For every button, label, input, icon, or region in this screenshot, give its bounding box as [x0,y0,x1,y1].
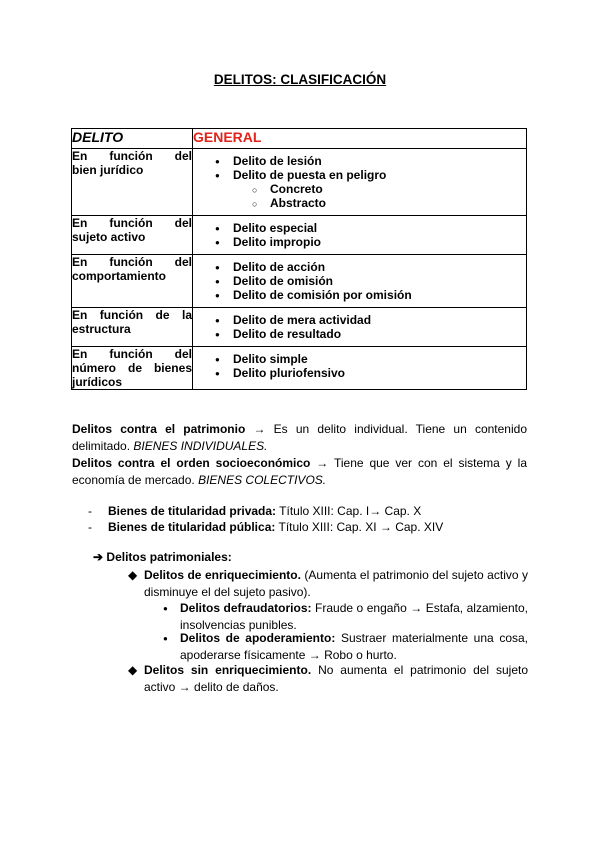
outline-item-enriquecimiento [128,567,528,601]
outline-heading [93,549,232,566]
header-general: GENERAL [193,129,527,149]
table-row [72,149,527,216]
label-line: comportamiento [72,269,167,283]
label-line: estructura [72,322,131,336]
list-item: ● Delito impropio [233,235,526,249]
arrow-icon: ➔ [93,550,104,564]
list-item: ● Delito especial [233,221,526,235]
table-row [72,308,527,347]
label-line: En función del [72,216,192,230]
row-items [193,255,527,308]
definition: No aumenta el patrimonio del sujeto activo → delito de daños. [144,663,529,694]
outline-subitem-apoderamiento [163,630,528,664]
header-delito: DELITO [72,129,193,149]
outline-item-sin-enriquecimiento [128,662,528,696]
term: Delitos sin enriquecimiento. [144,663,312,677]
category: BIENES INDIVIDUALES. [133,439,268,453]
label-line: sujeto activo [72,230,146,244]
diamond-icon: ◆ [128,663,138,677]
sub-list-item: ○ Abstracto [270,196,526,210]
row-items [193,149,527,216]
row-label [72,347,193,390]
definition: → Tiene que ver con el sistema y la economía de mercado. [72,456,527,487]
term: Delitos defraudatorios: [180,601,312,615]
row-label [72,308,193,347]
list-item: ● Delito de omisión [233,274,526,288]
bullet-icon: ● [163,604,168,613]
label-line: En función del [72,347,192,361]
row-items [193,216,527,255]
sub-list-item: ○ Concreto [270,182,526,196]
list-item-text: Delito de puesta en peligro [233,168,387,182]
table-row [72,347,527,390]
diamond-icon: ◆ [128,568,138,582]
row-label [72,216,193,255]
list-item: ● Delito de resultado [233,327,526,341]
row-label [72,149,193,216]
list-item: ● Delito de comisión por omisión [233,288,526,302]
label-line: bien jurídico [72,163,144,177]
dash-marker: - [88,504,92,518]
paragraph-patrimonio [72,421,527,455]
row-label [72,255,193,308]
row-items [193,347,527,390]
category: BIENES COLECTIVOS. [198,473,327,487]
definition: Sustraer materialmente una cosa, apoderarse físicamente → Robo o hurto. [180,631,528,662]
label-line: En función de la [72,308,192,322]
term: Delitos contra el orden socioeconómico [72,456,311,470]
list-item: ● Delito de mera actividad [233,313,526,327]
dash-marker: - [88,520,92,534]
definition: Título XIII: Cap. I→ Cap. X [276,504,422,518]
table-row [72,255,527,308]
label-line: número de bienes [72,361,192,375]
term: Delitos de apoderamiento: [180,631,336,645]
heading-text: Delitos patrimoniales: [106,550,232,564]
definition: → Es un delito individual. Tiene un contenido delimitado. [72,422,527,453]
definition: (Aumenta el patrimonio del sujeto activo y disminuye el del sujeto pasivo). [144,568,528,599]
definition: Fraude o engaño → Estafa, alzamiento, insolvencias punibles. [180,601,528,632]
classification-table [71,128,527,390]
list-item: ● Delito de acción [233,260,526,274]
term: Delitos de enriquecimiento. [144,568,301,582]
definition: Título XIII: Cap. XI → Cap. XIV [275,520,444,534]
outline-subitem-defraudatorios [163,600,528,634]
list-item: ● Delito de lesión [233,154,526,168]
paragraph-socioeconomico [72,455,527,489]
label-line: En función del [72,149,192,163]
term: Bienes de titularidad pública: [108,520,276,534]
list-item: ● Delito pluriofensivo [233,366,526,380]
row-items [193,308,527,347]
table-row [72,216,527,255]
term: Bienes de titularidad privada: [108,504,277,518]
list-item [233,168,526,210]
bullet-icon: ● [163,634,168,643]
label-line: En función del [72,255,192,269]
term: Delitos contra el patrimonio [72,422,246,436]
page-title: DELITOS: CLASIFICACIÓN [213,72,387,87]
table-header-row [72,129,527,149]
list-item: ● Delito simple [233,352,526,366]
label-line: jurídicos [72,375,123,389]
